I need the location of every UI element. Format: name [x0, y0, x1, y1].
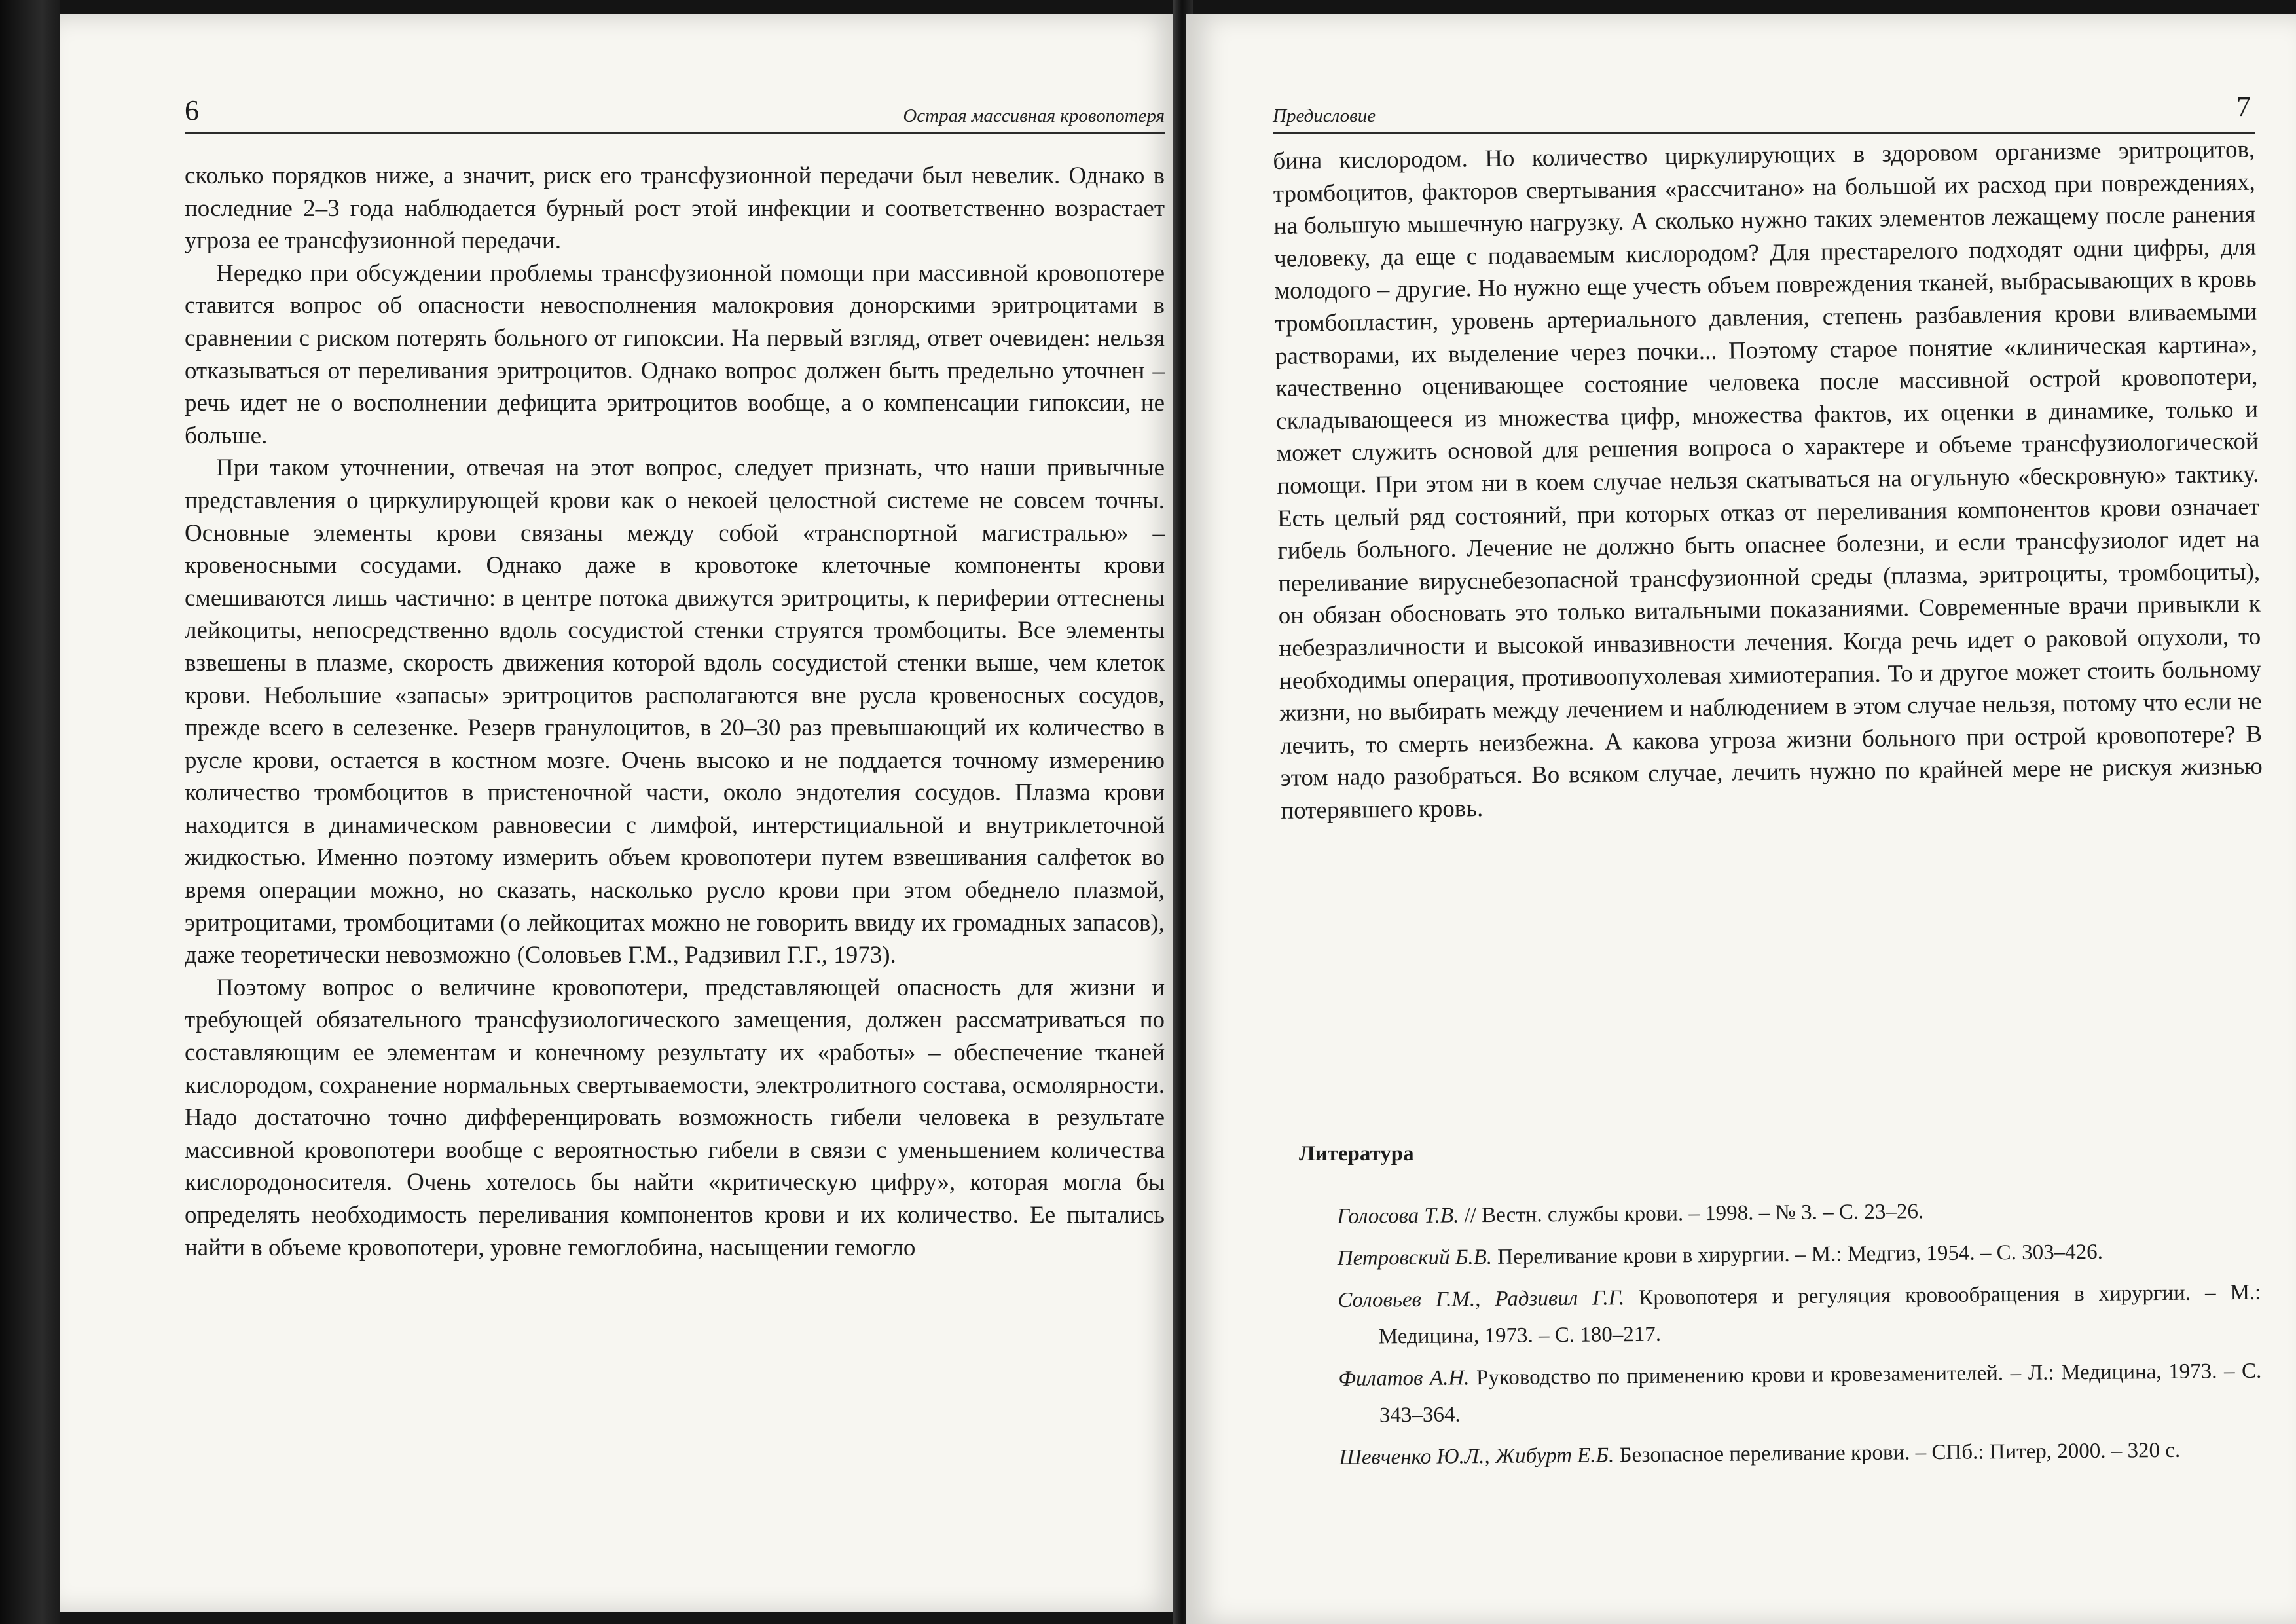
reference-author: Филатов А.Н.	[1338, 1366, 1470, 1391]
left-page-number: 6	[185, 94, 199, 126]
reference-author: Шевченко Ю.Л., Жибурт Е.Б.	[1339, 1443, 1614, 1469]
references-list	[1337, 1190, 2263, 1481]
left-running-head	[185, 86, 1165, 134]
reference-text: // Вестн. службы крови. – 1998. – № 3. – С. 23–26.	[1459, 1200, 1924, 1228]
left-paragraph-4: Поэтому вопрос о величине кровопотери, представляющей опасность для жизни и требующей обязательного трансфузиологического замещения, должен рассматриваться по составляющим ее элементам и конечному результату их «работы» – обеспечение тканей кислородом, сохранение нормальных свертываемости, электролитного состава, осмолярности. Надо достаточно точно дифференцировать возможность гибели человека в результате массивной кровопотери вообще с вероятностью гибели в связи с уменьшением количества кислородоносителя. Очень хотелось бы найти «критическую цифру», которая могла бы определять необходимость переливания компонентов крови и их количество. Ее пытались найти в объеме кровопотери, уровне гемоглобина, насыщении гемогло	[185, 974, 1165, 1261]
left-body-text	[185, 160, 1165, 1264]
left-paragraph-2: Нередко при обсуждении проблемы трансфузионной помощи при массивной кровопотере ставится вопрос об опасности невосполнения малокровия донорскими эритроцитами в сравнении с риском потерять больного от гипоксии. На первый взгляд, ответ очевиден: нельзя отказываться от переливания эритроцитов. Однако вопрос должен быть предельно уточнен – речь идет не о восполнении дефицита эритроцитов вообще, а о компенсации гипоксии, не больше.	[185, 259, 1165, 449]
left-paragraph-3: При таком уточнении, отвечая на этот вопрос, следует признать, что наши привычные представления о циркулирующей крови как о некоей целостной системе не совсем точны. Основные элементы крови связаны между собой «транспортной магистралью» – кровеносными сосудами. Однако даже в кровотоке клеточные компоненты крови смешиваются лишь частично: в центре потока движутся эритроциты, к периферии оттеснены лейкоциты, непосредственно вдоль сосудистой стенки струятся тромбоциты. Все элементы взвешены в плазме, скорость движения которой вдоль сосудистой стенки выше, чем клеток крови. Небольшие «запасы» эритроцитов располагаются вне русла кровеносных сосудов, прежде всего в селезенке. Резерв гранулоцитов, в 20–30 раз превышающий их количество в русле крови, остается в костном мозге. Очень высоко и не поддается точному измерению количество тромбоцитов в пристеночной части, около эндотелия сосудов. Плазма крови находится в динамическом равновесии с лимфой, интерстициальной и внутриклеточной жидкостью. Именно поэтому измерить объем кровопотери путем взвешивания салфеток во время операции можно, но сказать, насколько русло крови при этом обеднело плазмой, эритроцитами, тромбоцитами (о лейкоцитах можно не говорить ввиду их громадных запасов), даже теоретически невозможно (Соловьев Г.М., Радзивил Г.Г., 1973).	[185, 454, 1165, 969]
reference-item	[1338, 1274, 2261, 1356]
reference-text: Руководство по применению крови и кровезаменителей. – Л.: Медицина, 1973. – С. 343–364.	[1379, 1359, 2262, 1428]
reference-item	[1338, 1232, 2261, 1277]
left-page	[60, 14, 1180, 1612]
reference-author: Голосова Т.В.	[1337, 1204, 1459, 1228]
reference-item	[1339, 1431, 2262, 1476]
reference-text: Переливание крови в хирургии. – М.: Медгиз, 1954. – С. 303–426.	[1491, 1240, 2104, 1269]
reference-author: Петровский Б.В.	[1337, 1245, 1493, 1270]
right-page	[1186, 14, 2296, 1624]
right-running-head	[1273, 86, 2255, 134]
left-paragraph-1: сколько порядков ниже, а значит, риск его трансфузионной передачи был невелик. Однако в последние 2–3 года наблюдается бурный рост этой инфекции и соответственно возрастает угроза ее трансфузионной передачи.	[185, 162, 1165, 255]
references-heading: Литература	[1299, 1142, 1414, 1166]
reference-item	[1338, 1353, 2262, 1434]
right-running-title: Предисловие	[1273, 105, 1376, 126]
reference-author: Соловьев Г.М., Радзивил Г.Г.	[1338, 1286, 1625, 1312]
right-body-text	[1273, 134, 2263, 828]
reference-item	[1337, 1190, 2260, 1235]
reference-text: Безопасное переливание крови. – СПб.: Питер, 2000. – 320 с.	[1614, 1438, 2181, 1467]
left-running-title: Острая массивная кровопотеря	[903, 105, 1165, 126]
right-paragraph-1: бина кислородом. Но количество циркулирующих в здоровом организме эритроцитов, тромбоцитов, факторов свертывания «рассчитано» на большой их расход при повреждениях, на большую мышечную нагрузку. А сколько нужно таких элементов лежащему после ранения человеку, да еще с подаваемым кислородом? Для престарелого подходят одни цифры, для молодого – другие. Но нужно еще учесть объем повреждения тканей, выбрасывающих в кровь тромбопластин, уровень артериального давления, степень разбавления крови вливаемыми растворами, их выделение через почки... Поэтому старое понятие «клиническая картина», качественно оценивающее состояние человека после массивной острой кровопотери, складывающееся из множества цифр, множества фактов, их оценки в динамике, только и может служить основой для решения вопроса о характере и объеме трансфузиологической помощи. При этом ни в коем случае нельзя скатываться на огульную «бескровную» тактику. Есть целый ряд состояний, при которых отказ от переливания компонентов крови означает гибель больного. Лечение не должно быть опаснее болезни, и если трансфузиолог идет на переливание вируснебезопасной трансфузионной среды (плазма, эритроциты, тромбоциты), он обязан обосновать это только витальными показаниями. Современные врачи привыкли к небезразличности и высокой инвазивности лечения. Когда речь идет о раковой опухоли, то необходимы операция, противоопухолевая химиотерапия. То и другое может стоить больному жизни, но выбирать между лечением и наблюдением в этом случае нельзя, потому что если не лечить, то смерть неизбежна. А какова угроза жизни больного при острой кровопотере? В этом надо разобраться. Во всяком случае, лечить нужно по крайней мере не рискуя жизнью потерявшего кровь.	[1273, 136, 2263, 824]
right-page-number: 7	[2236, 90, 2251, 122]
reference-text: Кровопотеря и регуляция кровообращения в хирургии. – М.: Медицина, 1973. – С. 180–217.	[1378, 1280, 2261, 1349]
book-cover-edge	[0, 0, 60, 1624]
